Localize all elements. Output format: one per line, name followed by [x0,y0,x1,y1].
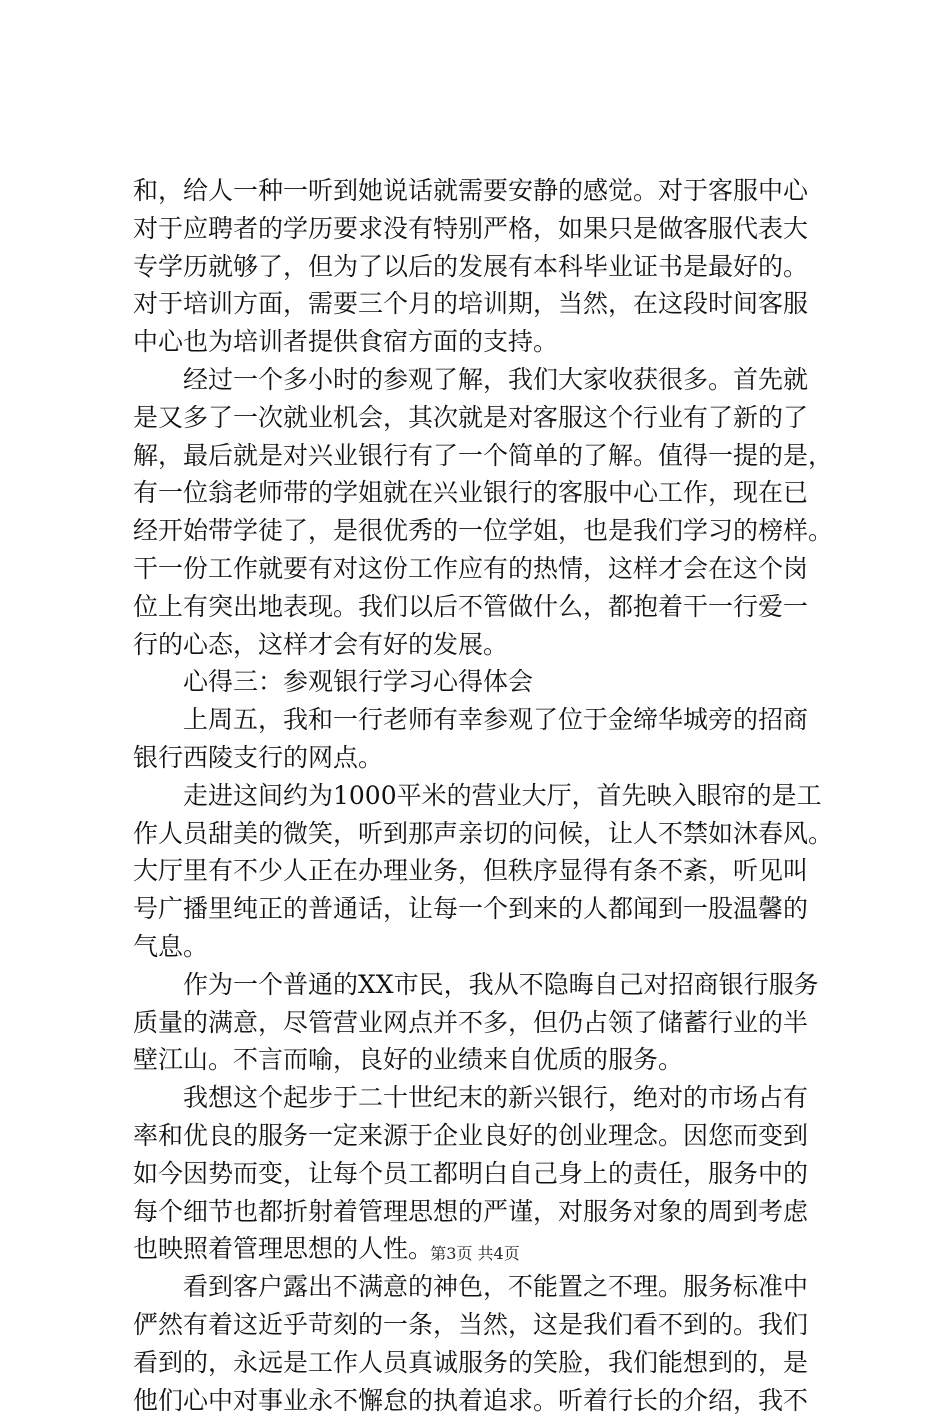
text-line: 银行西陵支行的网点。 [133,739,823,777]
text-line: 干一份工作就要有对这份工作应有的热情，这样才会在这个岗 [133,550,823,588]
text-line: 气息。 [133,928,823,966]
text-line: 行的心态，这样才会有好的发展。 [133,626,823,664]
text-line: 有一位翁老师带的学姐就在兴业银行的客服中心工作，现在已 [133,474,823,512]
document-body [133,172,823,1419]
text-line: 上周五，我和一行老师有幸参观了位于金缔华城旁的招商 [133,701,823,739]
text-line: 壁江山。不言而喻，良好的业绩来自优质的服务。 [133,1041,823,1079]
text-line: 中心也为培训者提供食宿方面的支持。 [133,323,823,361]
text-line: 解，最后就是对兴业银行有了一个简单的了解。值得一提的是， [133,437,823,475]
text-line: 是又多了一次就业机会，其次就是对客服这个行业有了新的了 [133,399,823,437]
text-line: 率和优良的服务一定来源于企业良好的创业理念。因您而变到 [133,1117,823,1155]
text-line: 心得三：参观银行学习心得体会 [133,663,823,701]
text-line: 作人员甜美的微笑，听到那声亲切的问候，让人不禁如沐春风。 [133,815,823,853]
text-line: 我想这个起步于二十世纪末的新兴银行，绝对的市场占有 [133,1079,823,1117]
text-line: 经过一个多小时的参观了解，我们大家收获很多。首先就 [133,361,823,399]
text-line: 经开始带学徒了，是很优秀的一位学姐，也是我们学习的榜样。 [133,512,823,550]
text-line: 对于培训方面，需要三个月的培训期，当然，在这段时间客服 [133,285,823,323]
text-line: 专学历就够了，但为了以后的发展有本科毕业证书是最好的。 [133,248,823,286]
text-line: 看到的，永远是工作人员真诚服务的笑脸，我们能想到的，是 [133,1344,823,1382]
text-line: 大厅里有不少人正在办理业务，但秩序显得有条不紊，听见叫 [133,852,823,890]
text-line: 和，给人一种一听到她说话就需要安静的感觉。对于客服中心 [133,172,823,210]
text-line: 看到客户露出不满意的神色，不能置之不理。服务标准中 [133,1268,823,1306]
text-line: 俨然有着这近乎苛刻的一条，当然，这是我们看不到的。我们 [133,1306,823,1344]
text-line: 每个细节也都折射着管理思想的严谨，对服务对象的周到考虑 [133,1193,823,1231]
text-line: 如今因势而变，让每个员工都明白自己身上的责任，服务中的 [133,1155,823,1193]
text-line: 质量的满意，尽管营业网点并不多，但仍占领了储蓄行业的半 [133,1004,823,1042]
text-line: 对于应聘者的学历要求没有特别严格，如果只是做客服代表大 [133,210,823,248]
text-line: 号广播里纯正的普通话，让每一个到来的人都闻到一股温馨的 [133,890,823,928]
text-line: 作为一个普通的XX市民，我从不隐晦自己对招商银行服务 [133,966,823,1004]
text-line: 他们心中对事业永不懈怠的执着追求。听着行长的介绍，我不 [133,1382,823,1419]
page-number-footer: 第3页 共4页 [0,1244,950,1264]
text-line: 也映照着管理思想的人性。 [133,1230,823,1268]
text-line: 位上有突出地表现。我们以后不管做什么，都抱着干一行爱一 [133,588,823,626]
text-line: 走进这间约为1000平米的营业大厅，首先映入眼帘的是工 [133,777,823,815]
